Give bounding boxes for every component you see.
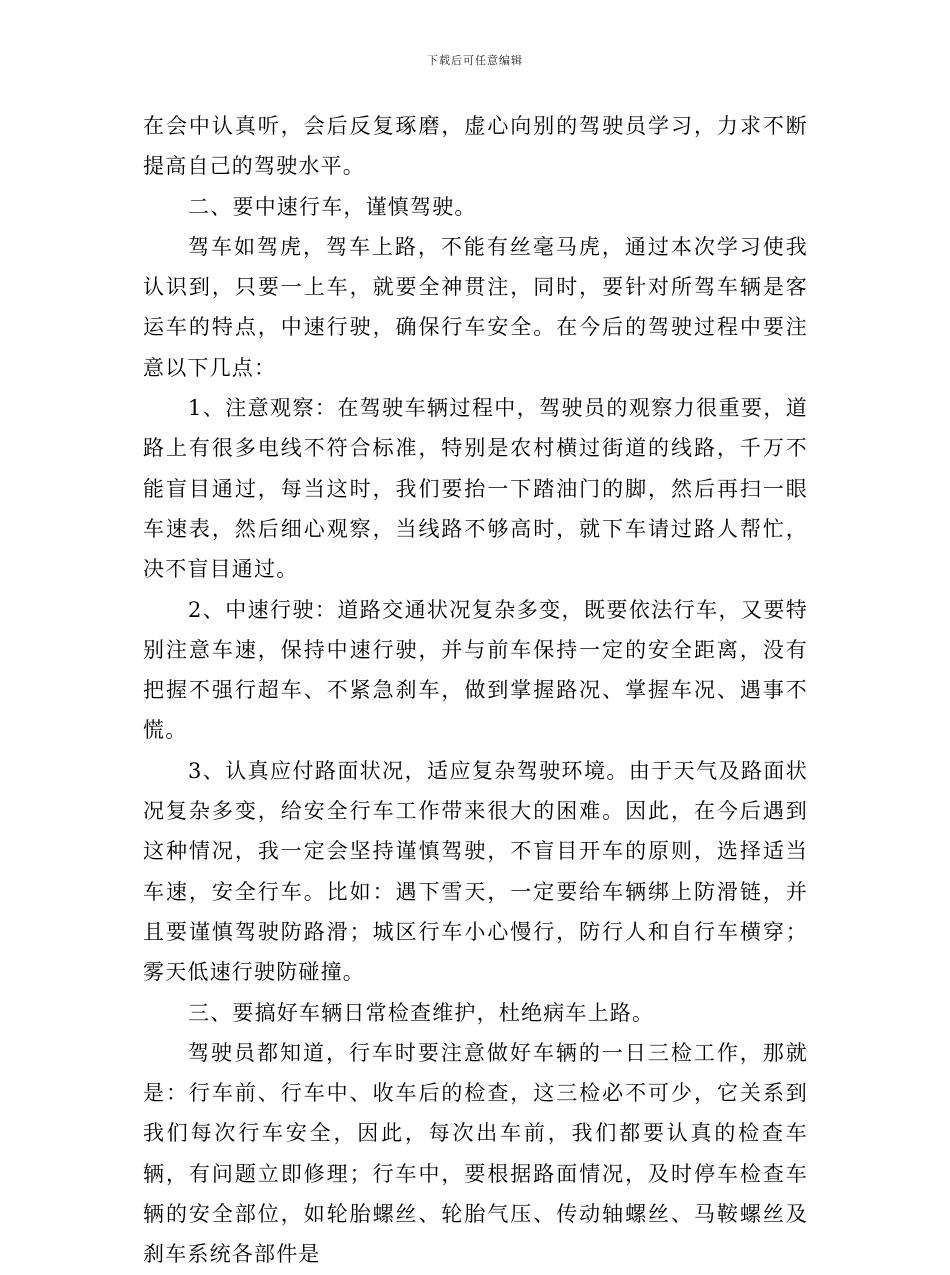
paragraph-point-2-speed: 2、中速行驶：道路交通状况复杂多变，既要依法行车，又要特别注意车速，保持中速行驶，并与前车保持一定的安全距离，没有把握不强行超车、不紧急刹车，做到掌握路况、掌握车况、遇事不慌。 [143,597,808,743]
paragraph-daily-inspection: 驾驶员都知道，行车时要注意做好车辆的一日三检工作，那就是：行车前、行车中、收车后的检查，这三检必不可少，它关系到我们每次行车安全，因此，每次出车前，我们都要认真的检查车辆，有问题立即修理；行车中，要根据路面情况，及时停车检查车辆的安全部位，如轮胎螺丝、轮胎气压、传动轴螺丝、马鞍螺丝及刹车系统各部件是 [143,1040,808,1267]
document-body [143,106,808,1275]
paragraph-point-1-observation: 1、注意观察：在驾驶车辆过程中，驾驶员的观察力很重要，道路上有很多电线不符合标准，特别是农村横过街道的线路，千万不能盲目通过，每当这时，我们要抬一下踏油门的脚，然后再扫一眼车速表，然后细心观察，当线路不够高时，就下车请过路人帮忙，决不盲目通过。 [143,396,808,582]
page-header-note: 下载后可任意编辑 [427,54,523,67]
section-heading-2: 二、要中速行车，谨慎驾驶。 [188,194,477,219]
section-heading-3: 三、要搞好车辆日常检查维护，杜绝病车上路。 [188,1000,655,1025]
paragraph-continuation: 在会中认真听，会后反复琢磨，虚心向别的驾驶员学习，力求不断提高自己的驾驶水平。 [143,114,808,179]
paragraph-point-3-road-conditions: 3、认真应付路面状况，适应复杂驾驶环境。由于天气及路面状况复杂多变，给安全行车工作带来很大的困难。因此，在今后遇到这种情况，我一定会坚持谨慎驾驶，不盲目开车的原则，选择适当车速，安全行车。比如：遇下雪天，一定要给车辆绑上防滑链，并且要谨慎驾驶防路滑；城区行车小心慢行，防行人和自行车横穿；雾天低速行驶防碰撞。 [143,758,808,985]
paragraph-driving-caution: 驾车如驾虎，驾车上路，不能有丝毫马虎，通过本次学习使我认识到，只要一上车，就要全神贯注，同时，要针对所驾车辆是客运车的特点，中速行驶，确保行车安全。在今后的驾驶过程中要注意以下几点： [143,234,808,380]
